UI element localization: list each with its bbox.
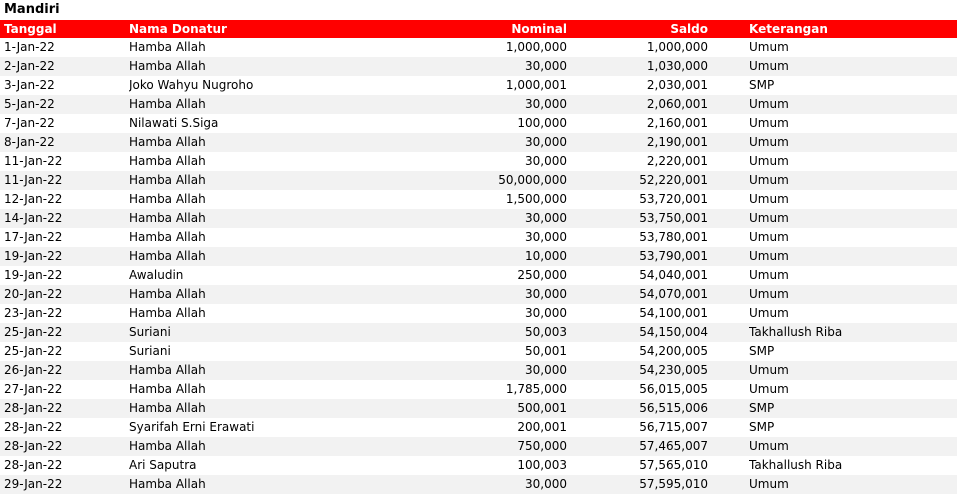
cell-nama-donatur[interactable]: Hamba Allah [129, 173, 206, 187]
cell-tanggal[interactable]: 2-Jan-22 [4, 59, 55, 73]
cell-gap [708, 114, 749, 133]
table-row [0, 228, 957, 247]
cell-gap [708, 57, 749, 76]
table-row [0, 171, 957, 190]
table-row [0, 418, 957, 437]
table-row [0, 114, 957, 133]
cell-tanggal[interactable]: 28-Jan-22 [4, 458, 63, 472]
cell-nominal[interactable]: 30,000 [525, 154, 567, 168]
cell-saldo[interactable]: 2,160,001 [646, 116, 708, 130]
cell-nominal[interactable]: 100,000 [517, 116, 567, 130]
cell-nama-donatur[interactable]: Hamba Allah [129, 97, 206, 111]
cell-gap [708, 380, 749, 399]
cell-gap [708, 171, 749, 190]
cell-nominal[interactable]: 1,000,000 [505, 40, 567, 54]
cell-gap [708, 95, 749, 114]
cell-nama-donatur[interactable]: Hamba Allah [129, 477, 206, 491]
cell-nama-donatur[interactable]: Hamba Allah [129, 40, 206, 54]
cell-gap [708, 266, 749, 285]
cell-tanggal[interactable]: 11-Jan-22 [4, 154, 63, 168]
cell-saldo[interactable]: 53,790,001 [639, 249, 708, 263]
cell-gap [708, 399, 749, 418]
cell-gap [708, 247, 749, 266]
cell-nominal[interactable]: 500,001 [517, 401, 567, 415]
cell-nominal[interactable]: 200,001 [517, 420, 567, 434]
cell-gap [708, 418, 749, 437]
cell-gap [708, 475, 749, 494]
cell-keterangan[interactable]: Umum [749, 116, 789, 130]
cell-keterangan[interactable]: Umum [749, 382, 789, 396]
header-saldo[interactable]: Saldo [670, 22, 708, 36]
cell-nominal[interactable]: 50,001 [525, 344, 567, 358]
cell-nominal[interactable]: 10,000 [525, 249, 567, 263]
cell-nominal[interactable]: 750,000 [517, 439, 567, 453]
cell-tanggal[interactable]: 1-Jan-22 [4, 40, 55, 54]
cell-saldo[interactable]: 54,100,001 [639, 306, 708, 320]
cell-saldo[interactable]: 2,190,001 [646, 135, 708, 149]
cell-keterangan[interactable]: SMP [749, 420, 775, 434]
cell-saldo[interactable]: 53,780,001 [639, 230, 708, 244]
cell-keterangan[interactable]: Umum [749, 249, 789, 263]
cell-nominal[interactable]: 30,000 [525, 363, 567, 377]
cell-gap [708, 304, 749, 323]
cell-nominal[interactable]: 30,000 [525, 306, 567, 320]
cell-gap [708, 342, 749, 361]
cell-saldo[interactable]: 2,060,001 [646, 97, 708, 111]
cell-saldo[interactable]: 1,000,000 [646, 40, 708, 54]
table-row [0, 361, 957, 380]
cell-nama-donatur[interactable]: Hamba Allah [129, 439, 206, 453]
cell-saldo[interactable]: 52,220,001 [639, 173, 708, 187]
cell-nominal[interactable]: 30,000 [525, 230, 567, 244]
cell-nominal[interactable]: 50,003 [525, 325, 567, 339]
cell-saldo[interactable]: 54,150,004 [639, 325, 708, 339]
table-row [0, 266, 957, 285]
cell-keterangan[interactable]: Takhallush Riba [749, 325, 843, 339]
cell-keterangan[interactable]: Umum [749, 230, 789, 244]
cell-saldo[interactable]: 54,200,005 [639, 344, 708, 358]
cell-nama-donatur[interactable]: Awaludin [129, 268, 184, 282]
cell-nama-donatur[interactable]: Hamba Allah [129, 154, 206, 168]
table-row [0, 437, 957, 456]
table-row [0, 152, 957, 171]
cell-nominal[interactable]: 1,500,000 [505, 192, 567, 206]
table-row [0, 38, 957, 57]
cell-tanggal[interactable]: 28-Jan-22 [4, 420, 63, 434]
cell-gap [708, 228, 749, 247]
table-row [0, 456, 957, 475]
table-row [0, 475, 957, 494]
cell-gap [708, 152, 749, 171]
cell-nama-donatur[interactable]: Hamba Allah [129, 401, 206, 415]
cell-keterangan[interactable]: Umum [749, 154, 789, 168]
cell-gap [708, 190, 749, 209]
cell-tanggal[interactable]: 29-Jan-22 [4, 477, 63, 491]
cell-keterangan[interactable]: Umum [749, 192, 789, 206]
cell-keterangan[interactable]: Umum [749, 287, 789, 301]
cell-tanggal[interactable]: 19-Jan-22 [4, 268, 63, 282]
cell-tanggal[interactable]: 14-Jan-22 [4, 211, 63, 225]
cell-nama-donatur[interactable]: Joko Wahyu Nugroho [129, 78, 254, 92]
table-row [0, 323, 957, 342]
cell-nama-donatur[interactable]: Ari Saputra [129, 458, 197, 472]
header-keterangan[interactable]: Keterangan [749, 22, 828, 36]
cell-saldo[interactable]: 54,230,005 [639, 363, 708, 377]
cell-gap [708, 76, 749, 95]
cell-keterangan[interactable]: Takhallush Riba [749, 458, 843, 472]
sheet-title: Mandiri [4, 2, 60, 17]
cell-saldo[interactable]: 56,715,007 [639, 420, 708, 434]
cell-nama-donatur[interactable]: Hamba Allah [129, 363, 206, 377]
cell-keterangan[interactable]: SMP [749, 344, 775, 358]
cell-keterangan[interactable]: Umum [749, 40, 789, 54]
cell-gap [708, 437, 749, 456]
cell-nominal[interactable]: 30,000 [525, 287, 567, 301]
cell-tanggal[interactable]: 17-Jan-22 [4, 230, 63, 244]
header-nominal[interactable]: Nominal [511, 22, 567, 36]
cell-saldo[interactable]: 56,515,006 [639, 401, 708, 415]
cell-keterangan[interactable]: Umum [749, 306, 789, 320]
cell-saldo[interactable]: 2,220,001 [646, 154, 708, 168]
cell-nominal[interactable]: 100,003 [517, 458, 567, 472]
cell-saldo[interactable]: 1,030,000 [646, 59, 708, 73]
cell-keterangan[interactable]: Umum [749, 173, 789, 187]
cell-nama-donatur[interactable]: Suriani [129, 344, 171, 358]
cell-keterangan[interactable]: SMP [749, 401, 775, 415]
cell-nominal[interactable]: 1,000,001 [505, 78, 567, 92]
table-row [0, 285, 957, 304]
cell-keterangan[interactable]: Umum [749, 59, 789, 73]
table-row [0, 190, 957, 209]
cell-gap [708, 361, 749, 380]
cell-tanggal[interactable]: 5-Jan-22 [4, 97, 55, 111]
cell-saldo[interactable]: 53,720,001 [639, 192, 708, 206]
cell-nominal[interactable]: 30,000 [525, 211, 567, 225]
cell-nama-donatur[interactable]: Hamba Allah [129, 382, 206, 396]
cell-keterangan[interactable]: Umum [749, 211, 789, 225]
table-row [0, 399, 957, 418]
cell-saldo[interactable]: 53,750,001 [639, 211, 708, 225]
cell-tanggal[interactable]: 19-Jan-22 [4, 249, 63, 263]
table-header [0, 20, 957, 38]
cell-saldo[interactable]: 57,565,010 [639, 458, 708, 472]
cell-gap [708, 209, 749, 228]
cell-gap [708, 456, 749, 475]
cell-tanggal[interactable]: 28-Jan-22 [4, 439, 63, 453]
header-nama-donatur[interactable]: Nama Donatur [129, 22, 227, 36]
cell-nama-donatur[interactable]: Hamba Allah [129, 249, 206, 263]
cell-saldo[interactable]: 56,015,005 [639, 382, 708, 396]
cell-saldo[interactable]: 57,595,010 [639, 477, 708, 491]
cell-keterangan[interactable]: SMP [749, 78, 775, 92]
header-tanggal[interactable]: Tanggal [4, 22, 57, 36]
table-row [0, 133, 957, 152]
cell-nama-donatur[interactable]: Hamba Allah [129, 306, 206, 320]
table-row [0, 304, 957, 323]
cell-nama-donatur[interactable]: Hamba Allah [129, 230, 206, 244]
cell-tanggal[interactable]: 11-Jan-22 [4, 173, 63, 187]
cell-tanggal[interactable]: 3-Jan-22 [4, 78, 55, 92]
cell-saldo[interactable]: 54,040,001 [639, 268, 708, 282]
cell-nama-donatur[interactable]: Hamba Allah [129, 135, 206, 149]
cell-tanggal[interactable]: 25-Jan-22 [4, 344, 63, 358]
cell-gap [708, 285, 749, 304]
table-row [0, 247, 957, 266]
cell-saldo[interactable]: 57,465,007 [639, 439, 708, 453]
table-row [0, 342, 957, 361]
header-row [0, 20, 957, 38]
cell-tanggal[interactable]: 8-Jan-22 [4, 135, 55, 149]
cell-nominal[interactable]: 50,000,000 [498, 173, 567, 187]
cell-tanggal[interactable]: 26-Jan-22 [4, 363, 63, 377]
cell-nominal[interactable]: 30,000 [525, 477, 567, 491]
cell-tanggal[interactable]: 20-Jan-22 [4, 287, 63, 301]
cell-nama-donatur[interactable]: Syarifah Erni Erawati [129, 420, 255, 434]
cell-gap [708, 38, 749, 57]
table-body [0, 38, 957, 494]
cell-keterangan[interactable]: Umum [749, 135, 789, 149]
cell-nominal[interactable]: 30,000 [525, 135, 567, 149]
cell-tanggal[interactable]: 27-Jan-22 [4, 382, 63, 396]
cell-saldo[interactable]: 54,070,001 [639, 287, 708, 301]
cell-keterangan[interactable]: Umum [749, 477, 789, 491]
cell-gap [708, 133, 749, 152]
table-row [0, 95, 957, 114]
table-row [0, 380, 957, 399]
cell-nama-donatur[interactable]: Hamba Allah [129, 59, 206, 73]
cell-tanggal[interactable]: 25-Jan-22 [4, 325, 63, 339]
header-gap [708, 20, 749, 38]
cell-gap [708, 323, 749, 342]
cell-nama-donatur[interactable]: Hamba Allah [129, 211, 206, 225]
table-row [0, 76, 957, 95]
cell-nama-donatur[interactable]: Hamba Allah [129, 287, 206, 301]
cell-nama-donatur[interactable]: Suriani [129, 325, 171, 339]
cell-keterangan[interactable]: Umum [749, 363, 789, 377]
cell-keterangan[interactable]: Umum [749, 268, 789, 282]
cell-tanggal[interactable]: 23-Jan-22 [4, 306, 63, 320]
cell-nama-donatur[interactable]: Hamba Allah [129, 192, 206, 206]
cell-tanggal[interactable]: 12-Jan-22 [4, 192, 63, 206]
cell-keterangan[interactable]: Umum [749, 439, 789, 453]
cell-nominal[interactable]: 30,000 [525, 59, 567, 73]
table-row [0, 57, 957, 76]
donation-ledger-table [0, 20, 957, 494]
table-row [0, 209, 957, 228]
cell-tanggal[interactable]: 7-Jan-22 [4, 116, 55, 130]
cell-nominal[interactable]: 1,785,000 [505, 382, 567, 396]
cell-saldo[interactable]: 2,030,001 [646, 78, 708, 92]
cell-nama-donatur[interactable]: Nilawati S.Siga [129, 116, 219, 130]
cell-tanggal[interactable]: 28-Jan-22 [4, 401, 63, 415]
cell-nominal[interactable]: 30,000 [525, 97, 567, 111]
cell-nominal[interactable]: 250,000 [517, 268, 567, 282]
cell-keterangan[interactable]: Umum [749, 97, 789, 111]
